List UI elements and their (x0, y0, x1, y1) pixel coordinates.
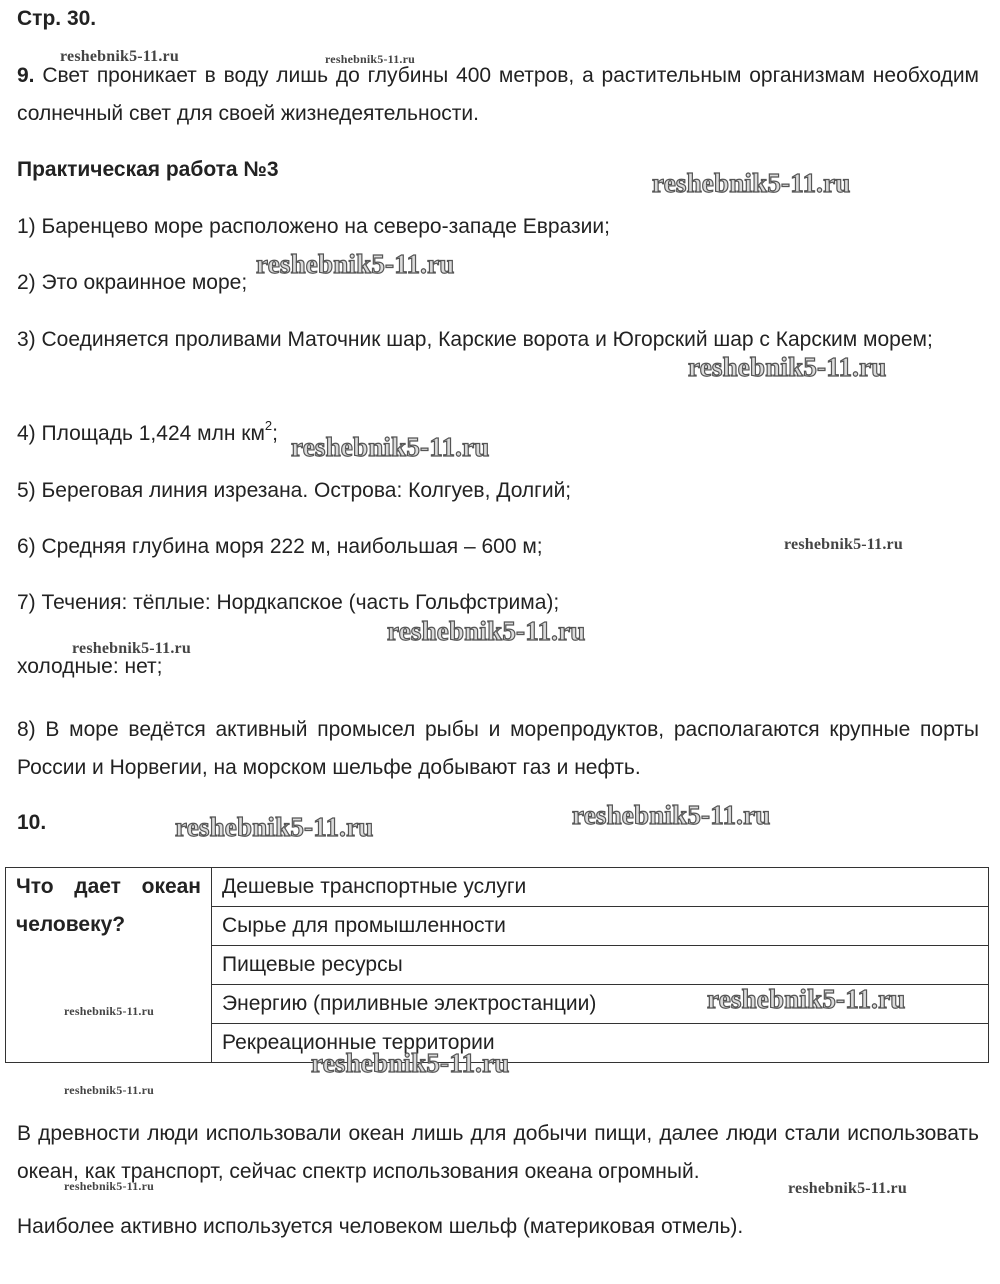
area-text: 4) Площадь 1,424 млн км (17, 422, 265, 445)
watermark: reshebnik5-11.ru (256, 249, 455, 279)
practical-item-6: 6) Средняя глубина моря 222 м, наибольшая – 600 м; (17, 535, 543, 558)
watermark: reshebnik5-11.ru (652, 168, 851, 198)
watermark: reshebnik5-11.ru (72, 640, 191, 657)
table-row (6, 868, 989, 907)
watermark: reshebnik5-11.ru (325, 52, 415, 66)
table-answer-cell: Пищевые ресурсы (212, 946, 989, 985)
watermark: reshebnik5-11.ru (688, 352, 887, 382)
question-number: 9. (17, 64, 35, 87)
practical-item-2: 2) Это окраинное море; (17, 271, 248, 294)
page-number: Стр. 30. (17, 7, 97, 30)
watermark: reshebnik5-11.ru (572, 800, 771, 830)
watermark: reshebnik5-11.ru (64, 1083, 154, 1097)
practical-item-1: 1) Баренцево море расположено на северо-западе Евразии; (17, 215, 610, 238)
watermark: reshebnik5-11.ru (387, 616, 586, 646)
watermark: reshebnik5-11.ru (64, 1179, 154, 1193)
practical-item-7: 7) Течения: тёплые: Нордкапское (часть Гольфстрима); (17, 591, 560, 614)
practical-item-7-cont: холодные: нет; (17, 655, 163, 678)
watermark: reshebnik5-11.ru (311, 1048, 510, 1078)
question-9 (17, 57, 979, 133)
table-answer-cell: Дешевые транспортные услуги (212, 868, 989, 907)
watermark: reshebnik5-11.ru (784, 536, 903, 553)
question-10-number: 10. (17, 811, 47, 834)
practical-item-4 (17, 415, 979, 453)
practical-item-5: 5) Береговая линия изрезана. Острова: Колгуев, Долгий; (17, 479, 572, 502)
watermark: reshebnik5-11.ru (291, 432, 490, 462)
area-end: ; (272, 422, 278, 445)
question-text: Свет проникает в воду лишь до глубины 400 метров, а растительным организмам необходим солнечный свет для своей жизнедеятельности. (17, 64, 979, 125)
watermark: reshebnik5-11.ru (175, 812, 374, 842)
paragraph: Наиболее активно используется человеком шельф (материковая отмель). (17, 1215, 744, 1238)
watermark: reshebnik5-11.ru (60, 48, 179, 65)
paragraph: В древности люди использовали океан лишь для добычи пищи, далее люди стали использовать океан, как транспорт, сейчас спектр использования океана огромный. (17, 1122, 979, 1183)
ocean-uses-table (5, 867, 989, 1063)
table-question-cell: Что дает океан человеку? (6, 868, 212, 1063)
watermark: reshebnik5-11.ru (707, 984, 906, 1014)
watermark: reshebnik5-11.ru (788, 1180, 907, 1197)
superscript: 2 (264, 418, 273, 433)
section-title: Практическая работа №3 (17, 158, 279, 181)
practical-item-8: 8) В море ведётся активный промысел рыбы и морепродуктов, располагаются крупные порты России и Норвегии, на морском шельфе добывают газ и нефть. (17, 718, 979, 779)
table-answer-cell: Энергию (приливные электростанции) (212, 985, 989, 1024)
table-answer-cell: Рекреационные территории (212, 1024, 989, 1063)
practical-item-3: 3) Соединяется проливами Маточник шар, Карские ворота и Югорский шар с Карским морем; (17, 328, 933, 351)
watermark: reshebnik5-11.ru (64, 1004, 154, 1018)
table-answer-cell: Сырье для промышленности (212, 907, 989, 946)
